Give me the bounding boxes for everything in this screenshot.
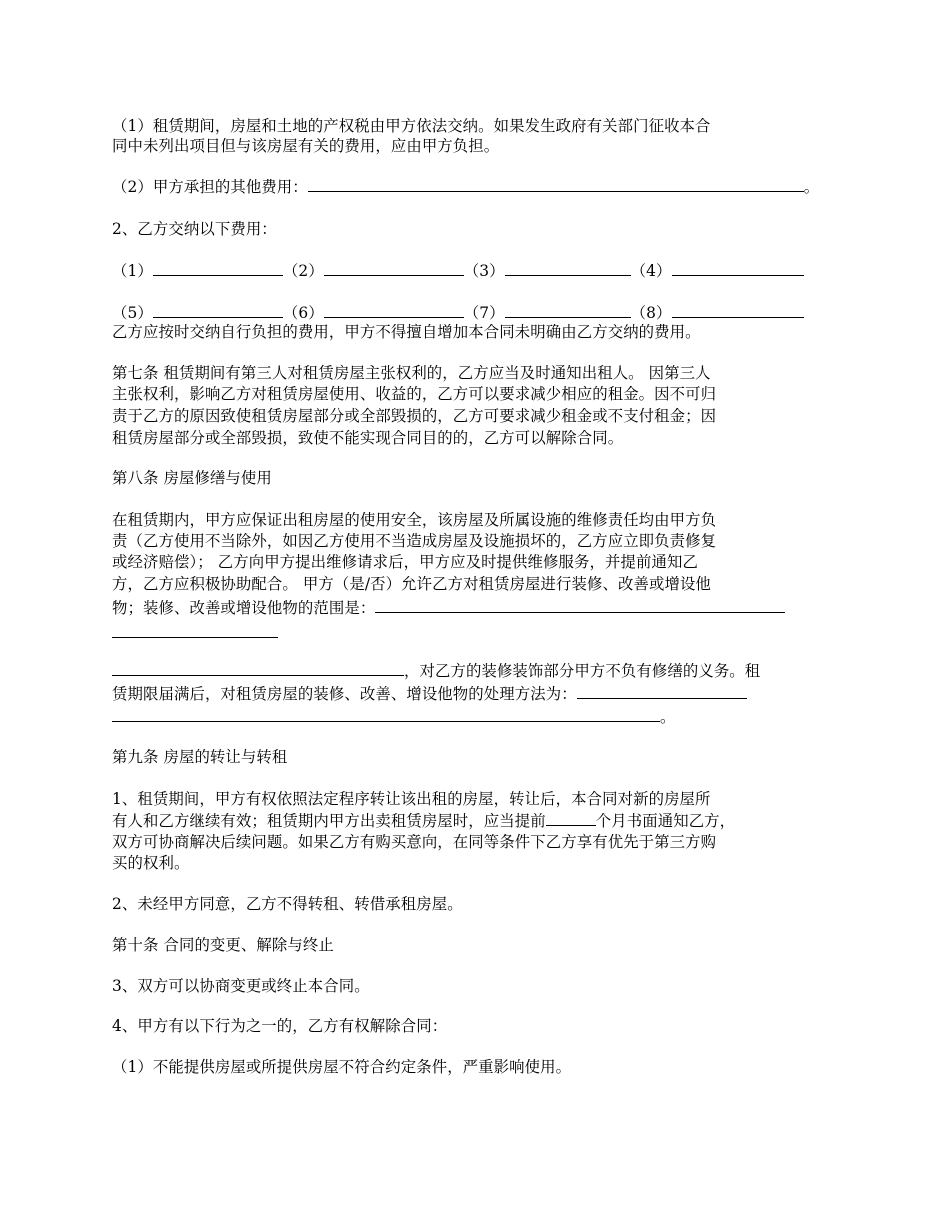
paragraph-line: 买的权利。 bbox=[112, 854, 190, 872]
line-end: 。 bbox=[803, 178, 820, 196]
paragraph-line bbox=[112, 176, 819, 197]
paragraph-line: 3、双方可以协商变更或终止本合同。 bbox=[112, 977, 370, 995]
fee-blank[interactable] bbox=[153, 302, 283, 318]
paragraph-line bbox=[112, 810, 735, 831]
fill-blank[interactable] bbox=[577, 683, 747, 699]
clause-label: （2）甲方承担的其他费用： bbox=[112, 178, 308, 196]
paragraph-line: 租赁房屋部分或全部毁损，致使不能实现合同目的的，乙方可以解除合同。 bbox=[112, 429, 624, 447]
paragraph-line: 责于乙方的原因致使租赁房屋部分或全部毁损的，乙方可要求减少租金或不支付租金；因 bbox=[112, 407, 717, 425]
line-end: 。 bbox=[660, 708, 676, 726]
clause-text: 个月书面通知乙方， bbox=[595, 812, 736, 830]
fill-blank[interactable] bbox=[112, 622, 278, 638]
fee-blank[interactable] bbox=[505, 302, 631, 318]
fee-blank[interactable] bbox=[153, 260, 283, 276]
clause-text: 有人和乙方继续有效；租赁期内甲方出卖租赁房屋时，应当提前 bbox=[112, 812, 546, 830]
fee-label: （6） bbox=[282, 304, 324, 322]
fee-label: （4） bbox=[630, 262, 672, 280]
clause-label: 物；装修、改善或增设他物的范围是： bbox=[112, 599, 376, 617]
paragraph-line: （1）租赁期间，房屋和土地的产权税由甲方依法交纳。如果发生政府有关部门征收本合 bbox=[112, 117, 711, 135]
fill-blank[interactable] bbox=[112, 660, 404, 676]
paragraph-line: 4、甲方有以下行为之一的，乙方有权解除合同： bbox=[112, 1017, 448, 1035]
paragraph-line bbox=[112, 683, 747, 704]
fee-label: （8） bbox=[630, 304, 672, 322]
fee-label: （7） bbox=[463, 304, 505, 322]
fee-blank[interactable] bbox=[324, 260, 464, 276]
fee-blank[interactable] bbox=[672, 302, 804, 318]
section-heading: 第八条 房屋修缮与使用 bbox=[112, 469, 272, 487]
paragraph-line: 1、租赁期间，甲方有权依照法定程序转让该出租的房屋，转让后，本合同对新的房屋所 bbox=[112, 790, 711, 808]
fee-row-2 bbox=[112, 302, 804, 323]
paragraph-line bbox=[112, 660, 760, 681]
paragraph-line bbox=[112, 622, 278, 643]
paragraph-line: 2、乙方交纳以下费用： bbox=[112, 220, 277, 238]
paragraph-line: 2、未经甲方同意，乙方不得转租、转借承租房屋。 bbox=[112, 895, 463, 913]
fill-blank[interactable] bbox=[112, 706, 660, 722]
paragraph-line: 双方可协商解决后续问题。如果乙方有购买意向，在同等条件下乙方享有优先于第三方购 bbox=[112, 833, 717, 851]
fee-label: （2） bbox=[282, 262, 324, 280]
paragraph-line: 责（乙方使用不当除外，如因乙方使用不当造成房屋及设施损坏的，乙方应立即负责修复 bbox=[112, 532, 717, 550]
paragraph-line bbox=[112, 597, 785, 618]
fee-label: （5） bbox=[112, 304, 153, 322]
paragraph-line: 第七条 租赁期间有第三人对租赁房屋主张权利的，乙方应当及时通知出租人。 因第三人 bbox=[112, 364, 711, 382]
paragraph-line: 在租赁期内，甲方应保证出租房屋的使用安全，该房屋及所属设施的维修责任均由甲方负 bbox=[112, 511, 717, 529]
clause-text: 赁期限届满后，对租赁房屋的装修、改善、增设他物的处理方法为： bbox=[112, 685, 577, 703]
fee-row-1 bbox=[112, 260, 804, 281]
section-heading: 第十条 合同的变更、解除与终止 bbox=[112, 936, 334, 954]
fee-blank[interactable] bbox=[672, 260, 804, 276]
paragraph-line: 或经济赔偿）； 乙方向甲方提出维修请求后，甲方应及时提供维修服务，并提前通知乙 bbox=[112, 553, 698, 571]
fill-blank[interactable] bbox=[308, 176, 804, 192]
clause-text: ，对乙方的装修装饰部分甲方不负有修缮的义务。租 bbox=[404, 662, 761, 680]
paragraph-line: 主张权利，影响乙方对租赁房屋使用、收益的，乙方可以要求减少相应的租金。因不可归 bbox=[112, 385, 717, 403]
paragraph-line: 方，乙方应积极协助配合。 甲方（是/否）允许乙方对租赁房屋进行装修、改善或增设他 bbox=[112, 575, 711, 593]
paragraph-line: 同中未列出项目但与该房屋有关的费用，应由甲方负担。 bbox=[112, 137, 500, 155]
fee-label: （1） bbox=[112, 262, 153, 280]
months-blank[interactable] bbox=[546, 810, 596, 826]
paragraph-line bbox=[112, 706, 676, 727]
fee-blank[interactable] bbox=[505, 260, 631, 276]
paragraph-line: （1）不能提供房屋或所提供房屋不符合约定条件，严重影响使用。 bbox=[112, 1058, 572, 1076]
section-heading: 第九条 房屋的转让与转租 bbox=[112, 748, 288, 766]
paragraph-line: 乙方应按时交纳自行负担的费用，甲方不得擅自增加本合同未明确由乙方交纳的费用。 bbox=[112, 323, 701, 341]
fee-blank[interactable] bbox=[324, 302, 464, 318]
fill-blank[interactable] bbox=[375, 597, 785, 613]
fee-label: （3） bbox=[463, 262, 505, 280]
